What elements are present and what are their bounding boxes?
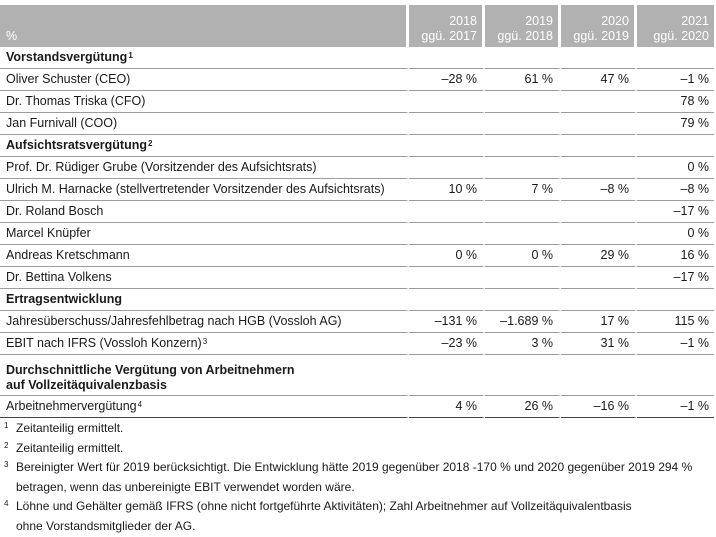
- column-comparison: ggü. 2019: [573, 29, 629, 43]
- table-cell: –16 %: [561, 396, 637, 418]
- row-label: [0, 396, 409, 418]
- column-comparison: ggü. 2017: [421, 29, 477, 43]
- table-body: [0, 47, 714, 418]
- table-cell: –8 %: [637, 179, 714, 201]
- footnote-ref: 2: [148, 139, 153, 148]
- table-cell: [561, 355, 637, 396]
- column-comparison: ggü. 2018: [497, 29, 553, 43]
- table-cell: 0 %: [409, 245, 485, 267]
- table-cell: [409, 289, 485, 311]
- table-cell: –17 %: [637, 201, 714, 223]
- table-cell: [561, 113, 637, 135]
- row-label: [0, 201, 409, 223]
- table-cell: [409, 135, 485, 157]
- table-row: [0, 69, 714, 91]
- table-cell: [409, 91, 485, 113]
- column-year: 2020: [601, 14, 629, 28]
- table-cell: [409, 223, 485, 245]
- table-cell: [485, 201, 561, 223]
- section-row: [0, 355, 714, 396]
- table-cell: [409, 47, 485, 69]
- footnote-text: betragen, wenn das unbereinigte EBIT verwendet worden wäre.: [16, 479, 355, 494]
- table-cell: 17 %: [561, 311, 637, 333]
- table-cell: [485, 157, 561, 179]
- row-label-text: Vorstandsvergütung: [6, 50, 128, 64]
- column-year: 2019: [525, 14, 553, 28]
- table-cell: –131 %: [409, 311, 485, 333]
- table-row: [0, 113, 714, 135]
- row-label-text: Dr. Thomas Triska (CFO): [6, 94, 146, 108]
- section-title-line: Durchschnittliche Vergütung von Arbeitnehmern: [6, 363, 295, 377]
- table-cell: 4 %: [409, 396, 485, 418]
- table-cell: [485, 47, 561, 69]
- table-cell: 3 %: [485, 333, 561, 355]
- table-cell: 10 %: [409, 179, 485, 201]
- footnote-number: 3: [4, 460, 9, 470]
- row-label: [0, 223, 409, 245]
- column-header: [409, 5, 485, 47]
- row-label-text: Marcel Knüpfer: [6, 226, 91, 240]
- table-cell: 61 %: [485, 69, 561, 91]
- table-cell: [637, 47, 714, 69]
- column-comparison: ggü. 2020: [653, 29, 709, 43]
- table-cell: [561, 223, 637, 245]
- table-cell: [561, 267, 637, 289]
- table-cell: 26 %: [485, 396, 561, 418]
- table-cell: [561, 91, 637, 113]
- footnote: [4, 458, 704, 497]
- row-label: [0, 91, 409, 113]
- table-cell: –23 %: [409, 333, 485, 355]
- table-cell: [409, 113, 485, 135]
- footnote-number: 4: [4, 499, 9, 509]
- table-cell: –1.689 %: [485, 311, 561, 333]
- section-title: [0, 47, 409, 69]
- footnote-number: 2: [4, 440, 9, 450]
- compensation-table: [0, 5, 714, 418]
- row-label-text: Prof. Dr. Rüdiger Grube (Vorsitzender des Aufsichtsrats): [6, 160, 317, 174]
- row-label-text: Ulrich M. Harnacke (stellvertretender Vorsitzender des Aufsichtsrats): [6, 182, 385, 196]
- table-cell: 115 %: [637, 311, 714, 333]
- section-title-line: auf Vollzeitäquivalenzbasis: [6, 378, 167, 392]
- column-header: [637, 5, 714, 47]
- footnote-number: 1: [4, 421, 9, 430]
- table-cell: [409, 201, 485, 223]
- footnote-text: Bereinigter Wert für 2019 berücksichtigt. Die Entwicklung hätte 2019 gegenüber 2018 -170 % und 2020 gegenüber 2019 294 %: [16, 460, 693, 475]
- table-header-row: [0, 5, 714, 47]
- table-cell: [637, 289, 714, 311]
- table-cell: –17 %: [637, 267, 714, 289]
- row-label-text: Aufsichtsratsvergütung: [6, 138, 147, 152]
- table-cell: 0 %: [485, 245, 561, 267]
- footnote-text: Zeitanteilig ermittelt.: [16, 421, 124, 435]
- table-row: [0, 311, 714, 333]
- table-row: [0, 223, 714, 245]
- table-cell: 0 %: [637, 223, 714, 245]
- row-label: [0, 333, 409, 355]
- section-row: [0, 289, 714, 311]
- table-cell: [409, 157, 485, 179]
- section-title: [0, 135, 409, 157]
- table-row: [0, 267, 714, 289]
- table-cell: [485, 113, 561, 135]
- row-label-text: Arbeitnehmervergütung: [6, 399, 137, 413]
- row-label: [0, 267, 409, 289]
- footnote-text: Löhne und Gehälter gemäß IFRS (ohne nicht fortgeführte Aktivitäten); Zahl Arbeitnehmer auf Vollzeitäquivalentbasis: [16, 499, 632, 514]
- row-label-text: Ertragsentwicklung: [6, 292, 122, 306]
- table-cell: [485, 91, 561, 113]
- table-cell: 78 %: [637, 91, 714, 113]
- table-row: [0, 396, 714, 418]
- table-row: [0, 245, 714, 267]
- table-cell: 7 %: [485, 179, 561, 201]
- table-cell: 16 %: [637, 245, 714, 267]
- footnote: [4, 497, 704, 536]
- footnote: [4, 439, 704, 459]
- table-row: [0, 333, 714, 355]
- table-cell: [485, 267, 561, 289]
- section-row: [0, 47, 714, 69]
- table-cell: 29 %: [561, 245, 637, 267]
- column-header: [561, 5, 637, 47]
- row-label-text: Jahresüberschuss/Jahresfehlbetrag nach HGB (Vossloh AG): [6, 314, 342, 328]
- table-cell: [561, 201, 637, 223]
- table-cell: [485, 289, 561, 311]
- unit-header: %: [0, 5, 409, 47]
- table-cell: –28 %: [409, 69, 485, 91]
- row-label-text: EBIT nach IFRS (Vossloh Konzern): [6, 336, 202, 350]
- column-year: 2021: [681, 14, 709, 28]
- row-label-text: Dr. Roland Bosch: [6, 204, 104, 218]
- footnote-ref: 1: [128, 51, 133, 60]
- table-cell: 47 %: [561, 69, 637, 91]
- table-cell: [637, 355, 714, 396]
- row-label: [0, 157, 409, 179]
- table-cell: –1 %: [637, 333, 714, 355]
- row-label: [0, 179, 409, 201]
- table-cell: [561, 157, 637, 179]
- table-cell: [409, 267, 485, 289]
- row-label-text: Dr. Bettina Volkens: [6, 270, 112, 284]
- footnote-text: Zeitanteilig ermittelt.: [16, 440, 124, 455]
- table-cell: 79 %: [637, 113, 714, 135]
- row-label-text: Oliver Schuster (CEO): [6, 72, 131, 86]
- table-cell: –1 %: [637, 69, 714, 91]
- table-cell: –1 %: [637, 396, 714, 418]
- table-row: [0, 157, 714, 179]
- section-title: [0, 355, 409, 396]
- table-cell: 31 %: [561, 333, 637, 355]
- footnote-ref: 3: [202, 337, 208, 346]
- table-cell: [485, 355, 561, 396]
- table-cell: 0 %: [637, 157, 714, 179]
- table-row: [0, 201, 714, 223]
- table-cell: [637, 135, 714, 157]
- table-cell: [485, 223, 561, 245]
- section-row: [0, 135, 714, 157]
- column-year: 2018: [449, 14, 477, 28]
- table-cell: [409, 355, 485, 396]
- row-label: [0, 311, 409, 333]
- table-cell: [561, 135, 637, 157]
- footnote-text: ohne Vorstandsmitglieder der AG.: [16, 518, 196, 533]
- table-row: [0, 91, 714, 113]
- footnotes: [4, 419, 704, 537]
- table-cell: –8 %: [561, 179, 637, 201]
- table-cell: [561, 47, 637, 69]
- section-title: [0, 289, 409, 311]
- table-row: [0, 179, 714, 201]
- footnote-ref: 4: [137, 400, 143, 409]
- table-cell: [485, 135, 561, 157]
- row-label-text: Andreas Kretschmann: [6, 248, 130, 262]
- table-cell: [561, 289, 637, 311]
- footnote: [4, 419, 704, 439]
- row-label-text: Jan Furnivall (COO): [6, 116, 118, 130]
- row-label: [0, 245, 409, 267]
- column-header: [485, 5, 561, 47]
- row-label: [0, 113, 409, 135]
- row-label: [0, 69, 409, 91]
